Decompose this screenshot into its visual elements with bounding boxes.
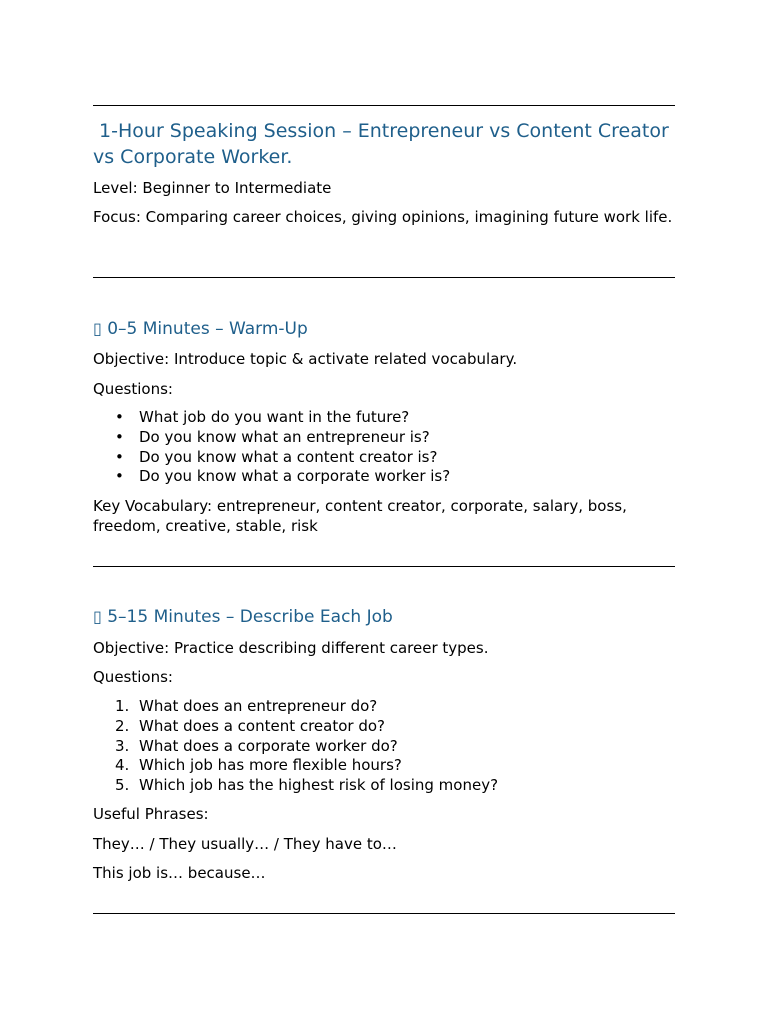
list-item: • Do you know what an entrepreneur is? (115, 427, 430, 446)
objective-text: Objective: Practice describing different career types. (93, 639, 489, 657)
list-item: • Do you know what a corporate worker is? (115, 467, 451, 486)
section-heading-text: 5–15 Minutes – Describe Each Job (107, 607, 393, 627)
list-number: 4. (115, 756, 130, 775)
focus-text: Focus: Comparing career choices, giving opinions, imagining future work life. (93, 208, 673, 226)
section-heading-describe (93, 606, 393, 628)
list-number: 3. (115, 736, 130, 755)
bullet-icon: • (115, 447, 124, 466)
list-number: 5. (115, 776, 130, 795)
list-number: 1. (115, 697, 130, 715)
bullet-icon: • (115, 467, 124, 486)
objective-text: Objective: Introduce topic & activate related vocabulary. (93, 350, 518, 368)
horizontal-rule (93, 913, 675, 914)
list-item: • What job do you want in the future? (115, 408, 410, 426)
list-item: 2. What does a content creator do? (115, 716, 386, 735)
list-item: 1. What does an entrepreneur do? (115, 697, 378, 715)
list-item: • Do you know what a content creator is? (115, 447, 438, 466)
emoji-box-icon: ▯ (93, 319, 102, 338)
section-heading-text: 0–5 Minutes – Warm-Up (107, 319, 308, 339)
horizontal-rule (93, 277, 675, 278)
key-vocabulary-text: Key Vocabulary: entrepreneur, content creator, corporate, salary, boss, freedom, creative, stable, risk (93, 497, 627, 535)
warmup-question-list (93, 408, 675, 487)
page-title (93, 118, 675, 170)
list-item: 3. What does a corporate worker do? (115, 736, 398, 755)
questions-label: Questions: (93, 380, 173, 398)
horizontal-rule (93, 566, 675, 567)
bullet-icon: • (115, 427, 124, 446)
page-title-text: 1-Hour Speaking Session – Entrepreneur vs Content Creator vs Corporate Worker. (93, 120, 669, 168)
list-item: 5. Which job has the highest risk of losing money? (115, 776, 499, 795)
useful-phrases-label: Useful Phrases: (93, 805, 209, 823)
horizontal-rule (93, 105, 675, 106)
phrase-text: They… / They usually… / They have to… (93, 835, 397, 853)
describe-question-list (93, 697, 675, 796)
level-text: Level: Beginner to Intermediate (93, 179, 332, 197)
bullet-icon: • (115, 408, 124, 426)
list-item: 4. Which job has more flexible hours? (115, 756, 402, 775)
questions-label: Questions: (93, 668, 173, 686)
section-heading-warmup (93, 318, 308, 340)
emoji-box-icon: ▯ (93, 607, 102, 626)
phrase-text: This job is… because… (93, 864, 266, 882)
list-number: 2. (115, 716, 130, 735)
